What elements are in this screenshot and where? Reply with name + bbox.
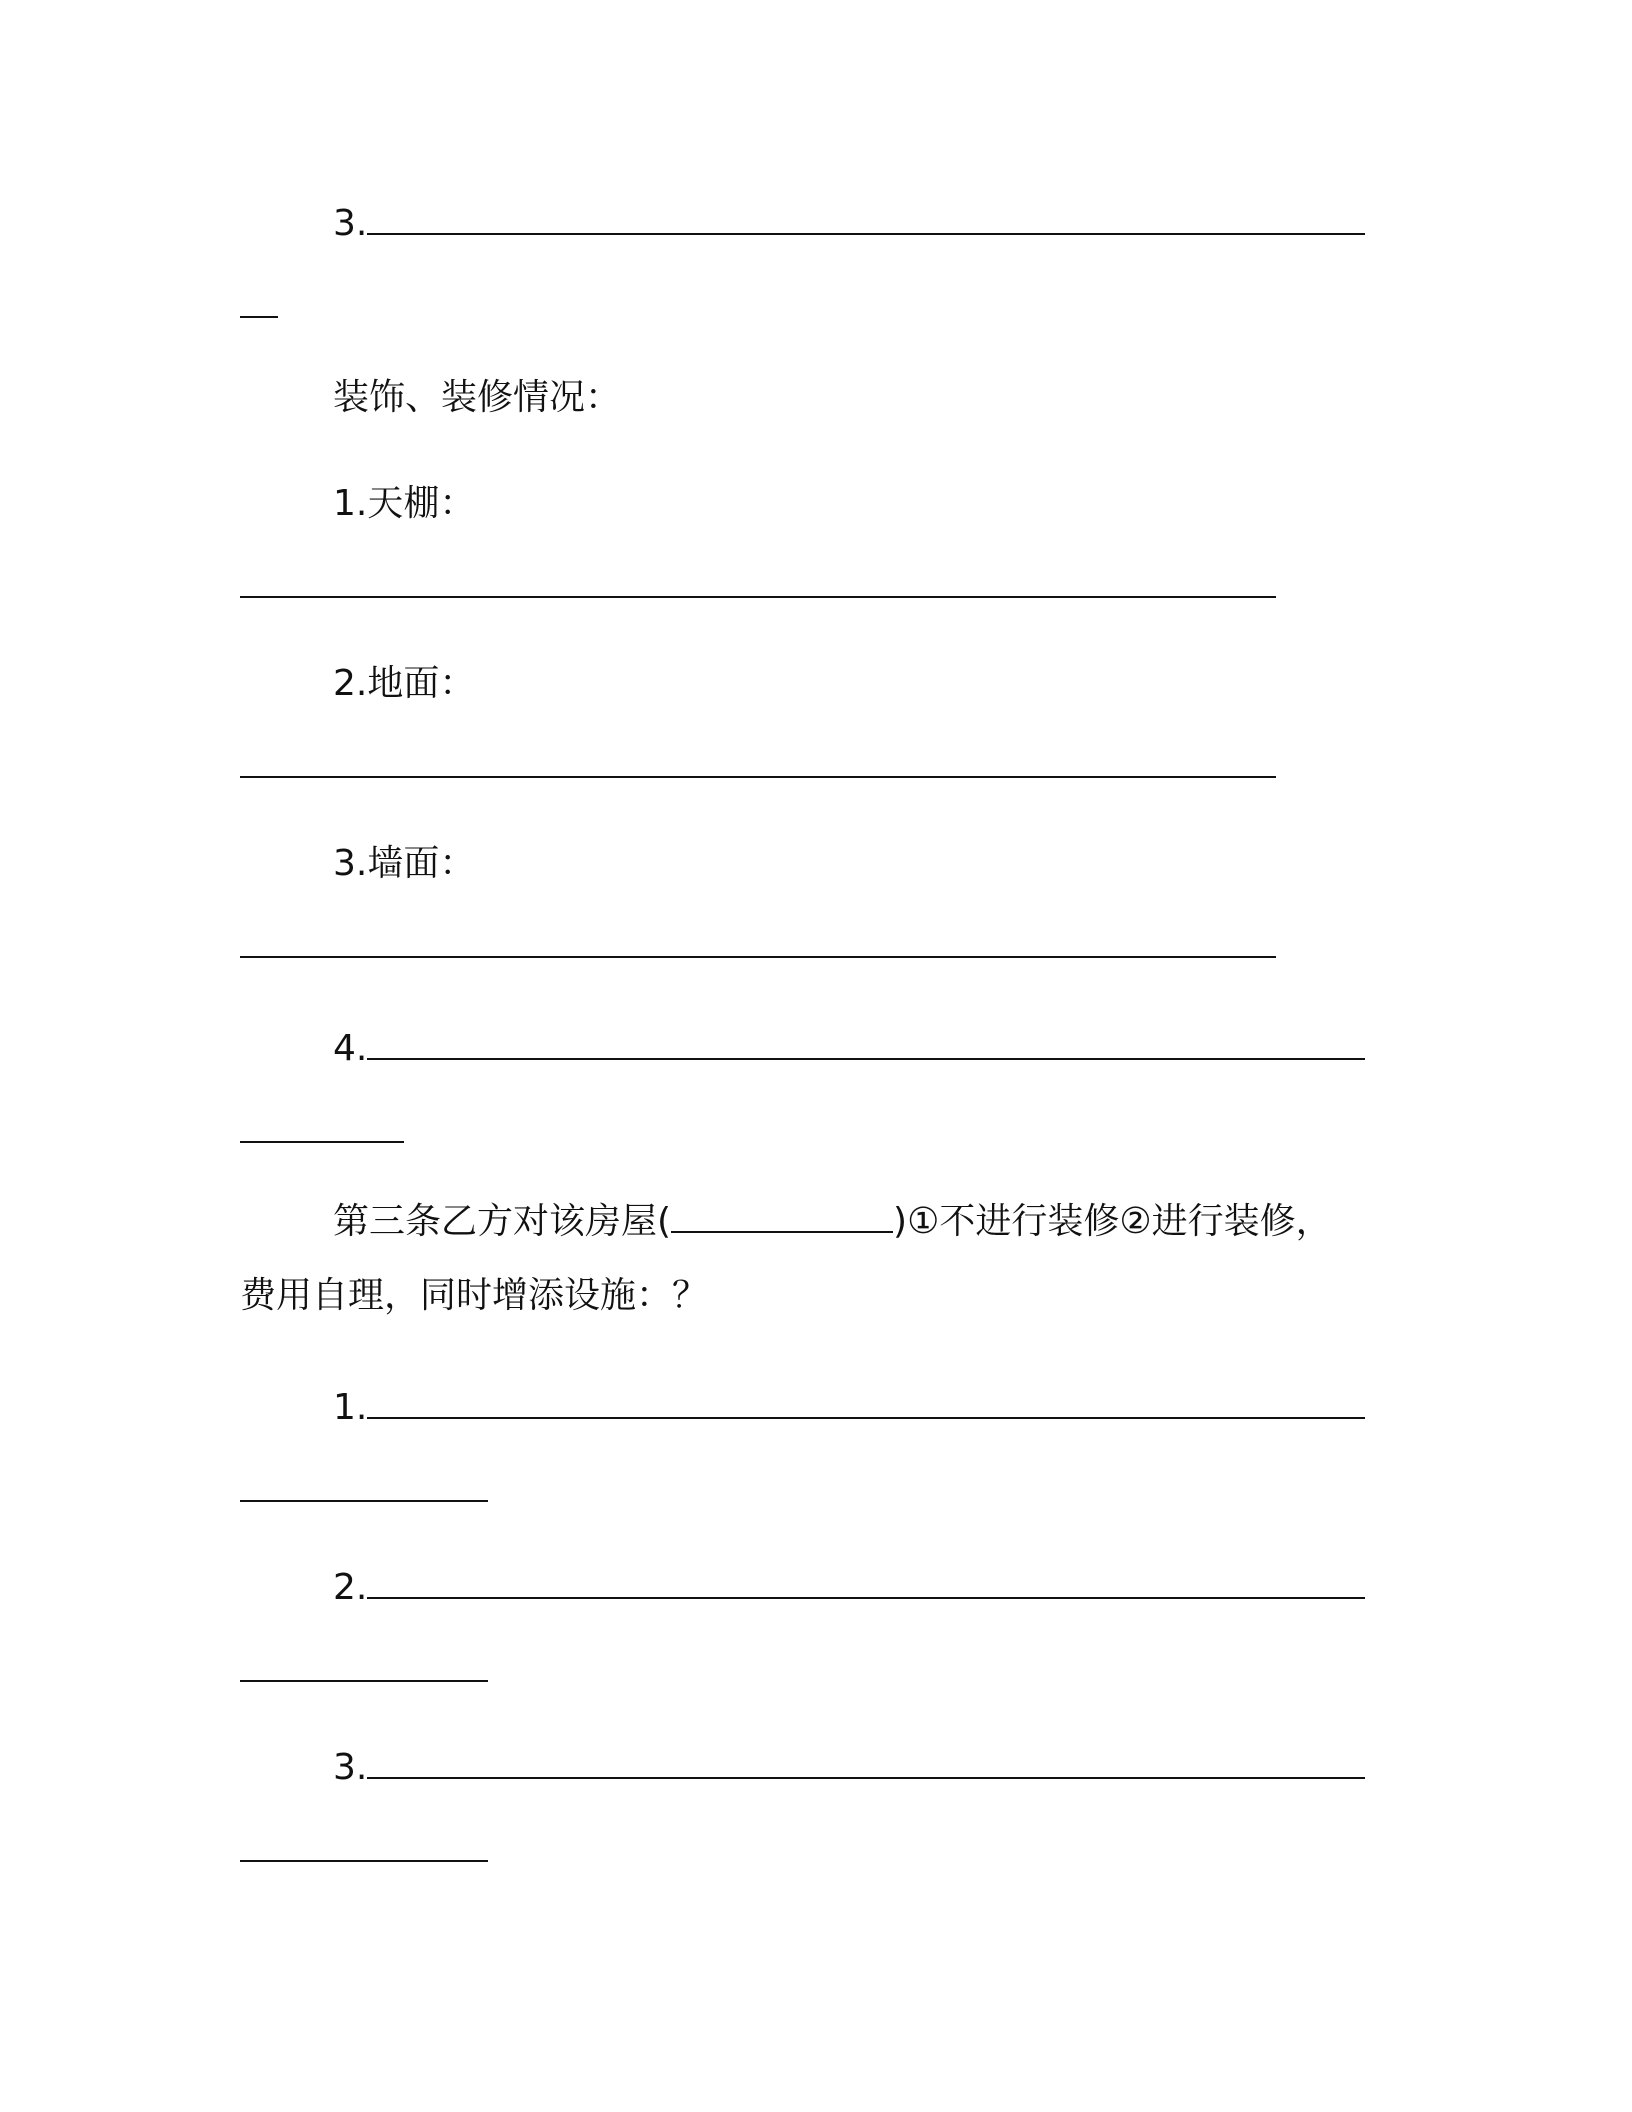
item-4-blank[interactable]	[367, 1030, 1365, 1060]
article-three-line-1	[333, 1200, 1332, 1244]
facility-2-number: 2.	[333, 1567, 368, 1608]
article-three-text-b: )①不进行装修②进行装修，	[893, 1201, 1332, 1242]
floor-blank[interactable]	[240, 776, 1276, 778]
item-3-line	[333, 202, 1365, 246]
facility-2-blank-continuation[interactable]	[240, 1680, 488, 1682]
facility-1-blank[interactable]	[367, 1389, 1365, 1419]
article-three-choice-blank[interactable]	[671, 1203, 893, 1233]
item-3-number: 3.	[333, 203, 368, 244]
article-three-text-a: 第三条乙方对该房屋(	[333, 1201, 672, 1242]
item-4-number: 4.	[333, 1028, 368, 1069]
facility-2-blank[interactable]	[367, 1569, 1365, 1599]
wall-blank[interactable]	[240, 956, 1276, 958]
article-three-line-2: 费用自理，同时增添设施：？	[240, 1275, 709, 1316]
item-4-line	[333, 1027, 1365, 1071]
floor-label: 2.地面：	[333, 663, 476, 704]
facility-3-line	[333, 1746, 1365, 1790]
facility-2-line	[333, 1566, 1365, 1610]
item-3-blank-continuation[interactable]	[240, 316, 278, 318]
facility-1-blank-continuation[interactable]	[240, 1500, 488, 1502]
item-3-blank[interactable]	[367, 205, 1365, 235]
decoration-heading: 装饰、装修情况：	[333, 377, 622, 418]
item-4-blank-continuation[interactable]	[240, 1141, 404, 1143]
facility-1-number: 1.	[333, 1387, 368, 1428]
wall-label: 3.墙面：	[333, 843, 476, 884]
facility-1-line	[333, 1386, 1365, 1430]
ceiling-label: 1.天棚：	[333, 483, 476, 524]
ceiling-blank[interactable]	[240, 596, 1276, 598]
facility-3-number: 3.	[333, 1747, 368, 1788]
facility-3-blank-continuation[interactable]	[240, 1860, 488, 1862]
facility-3-blank[interactable]	[367, 1749, 1365, 1779]
